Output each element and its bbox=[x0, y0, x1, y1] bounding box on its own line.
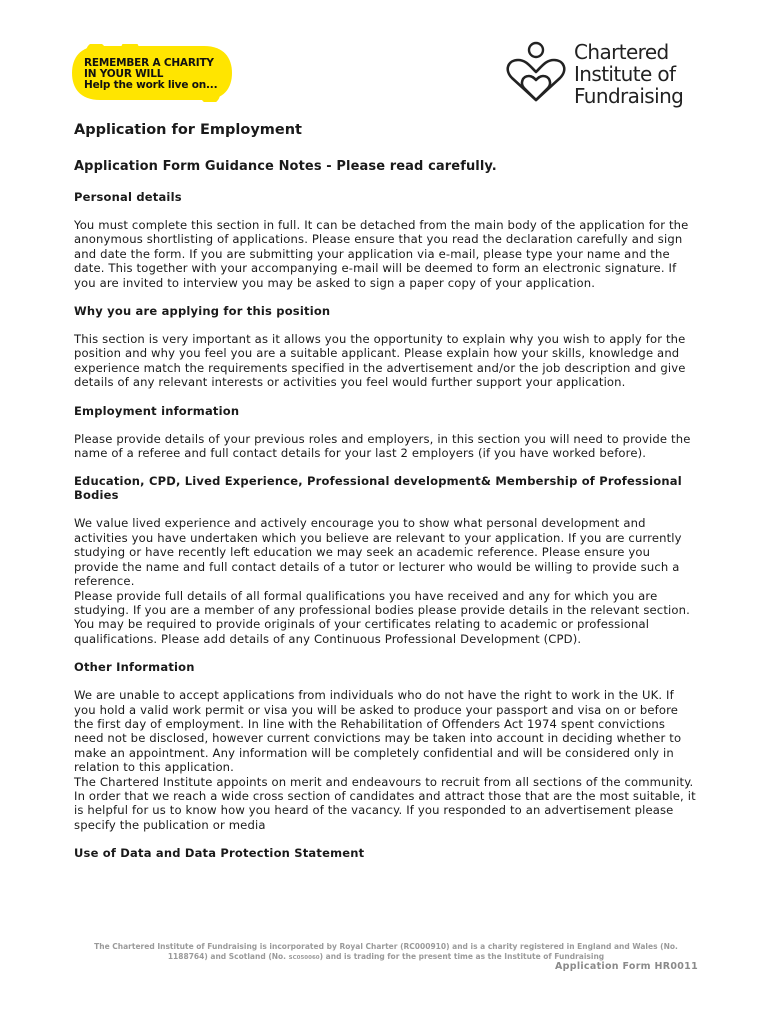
ciof-logo-line2: Institute of bbox=[574, 62, 676, 86]
section-education bbox=[74, 474, 698, 646]
document-body bbox=[74, 120, 698, 874]
section-body: Please provide details of your previous roles and employers, in this section you will need to provide the name of a referee and full contact details for your last 2 employers (if you have worked before). bbox=[74, 431, 691, 461]
remember-logo-line3: Help the work live on... bbox=[84, 79, 218, 91]
ciof-hearts-icon bbox=[502, 40, 574, 110]
section-employment-information bbox=[74, 404, 698, 461]
section-body: This section is very important as it allows you the opportunity to explain why you wish to apply for the position and why you feel you are a suitable applicant. Please explain how your skills, knowledge and experience match the requirements specified in the advertisement and/or the job description and give details of any relevant interests or activities you feel would further support your application. bbox=[74, 332, 686, 390]
section-heading: Why you are applying for this position bbox=[74, 304, 331, 319]
footer-line1: The Chartered Institute of Fundraising is incorporated by Royal Charter (RC000910) and is a charity registered in England and Wales (No. bbox=[94, 942, 678, 951]
section-other-information bbox=[74, 660, 698, 832]
section-body: We are unable to accept applications from individuals who do not have the right to work in the UK. If you hold a valid work permit or visa you will be asked to produce your passport and visa on or before the first day of employment. In line with the Rehabilitation of Offenders Act 1974 spent convictions need not be disclosed, however current convictions may be taken into account in deciding whether to make an appointment. Any information will be completely confidential and will be considered only in relation to this application. bbox=[74, 688, 682, 775]
footer-line2-a: 1188764) and Scotland (No. bbox=[167, 952, 287, 961]
section-personal-details bbox=[74, 190, 698, 290]
section-heading: Use of Data and Data Protection Statement bbox=[74, 846, 365, 861]
footer-charity-statement bbox=[74, 942, 698, 963]
ciof-logo bbox=[502, 40, 702, 110]
form-number: Application Form HR0011 bbox=[554, 961, 698, 972]
section-body: You must complete this section in full. It can be detached from the main body of the application for the anonymous shortlisting of applications. Please ensure that you read the declaration carefully and sign and date the form. If you are submitting your application via e-mail, please type your name and the date. This together with your accompanying e-mail will be deemed to form an electronic signature. If you are invited to interview you may be asked to sign a paper copy of your application. bbox=[74, 218, 689, 290]
section-heading: Employment information bbox=[74, 403, 240, 418]
section-body: We value lived experience and actively encourage you to show what personal development and activities you have undertaken which you believe are relevant to your application. If you are currently studying or have recently left education we may seek an academic reference. Please ensure you provide the name and full contact details of a tutor or lecturer who would be willing to provide such a reference. bbox=[74, 516, 682, 589]
remember-a-charity-logo bbox=[70, 44, 234, 102]
section-body-continued: The Chartered Institute appoints on merit and endeavours to recruit from all sections of the community. In order that we reach a wide cross section of candidates and attract those that are the most suitable, it is helpful for us to know how you heard of the vacancy. If you responded to an advertisement please specify the publication or media bbox=[74, 774, 696, 832]
section-why-applying bbox=[74, 304, 698, 390]
section-heading: Personal details bbox=[74, 190, 182, 204]
section-heading: Education, CPD, Lived Experience, Professional development& Membership of Professional Bodies bbox=[74, 474, 682, 503]
section-body-continued: Please provide full details of all formal qualifications you have received and any for which you are studying. If you are a member of any professional bodies please provide details in the relevant section. You may be required to provide originals of your certificates relating to academic or professional qualifications. Please add details of any Continuous Professional Development (CPD). bbox=[74, 588, 690, 646]
section-heading: Other Information bbox=[74, 660, 195, 675]
footer-line2-b: ) and is trading for the present time as the Institute of Fundraising bbox=[319, 952, 605, 961]
ciof-logo-line1: Chartered bbox=[574, 40, 669, 64]
remember-logo-line2: IN YOUR WILL bbox=[84, 68, 164, 80]
document-title: Application for Employment bbox=[74, 122, 302, 138]
ciof-logo-line3: Fundraising bbox=[574, 84, 684, 108]
section-data-protection bbox=[74, 846, 698, 860]
document-subtitle: Application Form Guidance Notes - Please read carefully. bbox=[74, 159, 497, 174]
footer-scotland-number: SC050060 bbox=[288, 955, 320, 961]
remember-logo-line1: REMEMBER A CHARITY bbox=[84, 57, 214, 69]
